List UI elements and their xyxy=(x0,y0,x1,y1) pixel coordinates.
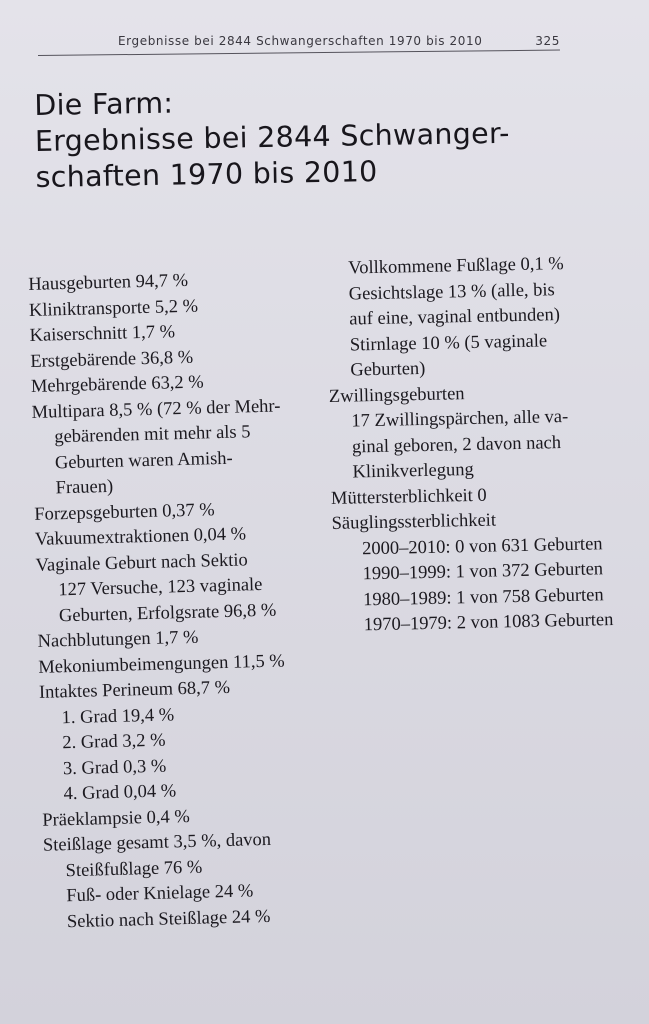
running-head-title: Ergebnisse bei 2844 Schwangerschaften 1970 bis 2010 xyxy=(118,34,483,48)
stat-line: 3. Grad 0,3 % xyxy=(62,756,167,779)
running-head xyxy=(118,34,560,48)
stat-line: Vaginale Geburt nach Sektio xyxy=(35,549,249,576)
title-line-3: schaften 1970 bis 2010 xyxy=(35,155,378,194)
stat-line: Steißfußlage 76 % xyxy=(65,857,203,881)
stat-line: Nachblutungen 1,7 % xyxy=(37,627,199,652)
stat-line: Kaiserschnitt 1,7 % xyxy=(29,322,176,346)
stat-line: Müttersterblichkeit 0 xyxy=(330,485,487,509)
stat-line: 1990–1999: 1 von 372 Geburten xyxy=(362,559,604,585)
stat-line: Mehrgebärende 63,2 % xyxy=(30,372,204,397)
stat-line: Multipara 8,5 % (72 % der Mehr- xyxy=(31,395,281,423)
stat-line: Geburten waren Amish- xyxy=(54,448,233,473)
stat-line: Säuglingssterblichkeit xyxy=(331,510,497,534)
title-line-2: Ergebnisse bei 2844 Schwanger- xyxy=(34,116,511,158)
stat-line: auf eine, vaginal entbunden) xyxy=(349,305,561,330)
header-rule xyxy=(38,50,560,56)
left-column xyxy=(28,266,294,935)
stat-line: Steißlage gesamt 3,5 %, davon xyxy=(42,829,272,856)
stat-line: 1980–1989: 1 von 758 Geburten xyxy=(362,584,604,610)
stat-line: 1970–1979: 2 von 1083 Geburten xyxy=(363,610,614,636)
stat-line: Geburten) xyxy=(350,358,426,381)
stat-line: Vakuumextraktionen 0,04 % xyxy=(34,524,247,550)
stat-line: Präeklampsie 0,4 % xyxy=(42,806,190,831)
stat-line: Kliniktransporte 5,2 % xyxy=(28,296,199,321)
stat-line: Stirnlage 10 % (5 vaginale xyxy=(349,330,548,356)
stat-line: 4. Grad 0,04 % xyxy=(63,781,177,805)
stat-line: 17 Zwillingspärchen, alle va- xyxy=(351,406,569,432)
page-number: 325 xyxy=(535,34,560,48)
stat-line: 2000–2010: 0 von 631 Geburten xyxy=(361,533,603,559)
stat-line: 2. Grad 3,2 % xyxy=(62,730,166,754)
stat-line: Forzepsgeburten 0,37 % xyxy=(34,499,215,525)
stat-line: Klinikverlegung xyxy=(352,459,474,483)
right-column xyxy=(326,251,614,639)
stat-line: Mekoniumbeimengungen 11,5 % xyxy=(38,650,285,678)
stat-line: 127 Versuche, 123 vaginale xyxy=(58,574,263,601)
stat-line: Geburten, Erfolgsrate 96,8 % xyxy=(58,600,277,626)
stat-line: Vollkommene Fußlage 0,1 % xyxy=(348,254,564,279)
stat-line: 1. Grad 19,4 % xyxy=(61,704,175,728)
title-line-1: Die Farm: xyxy=(34,86,174,122)
stat-line: Sektio nach Steißlage 24 % xyxy=(66,906,271,932)
stat-line: Intaktes Perineum 68,7 % xyxy=(38,677,231,703)
stat-line: Erstgebärende 36,8 % xyxy=(30,347,194,372)
chapter-title xyxy=(34,78,596,196)
stat-line: ginal geboren, 2 davon nach xyxy=(351,432,562,457)
stat-line: Hausgeburten 94,7 % xyxy=(28,270,189,295)
stat-line: gebärenden mit mehr als 5 xyxy=(54,422,251,448)
stat-line: Zwillingsgeburten xyxy=(328,383,465,407)
stat-line: Frauen) xyxy=(55,476,114,499)
stat-line: Fuß- oder Knielage 24 % xyxy=(66,881,254,907)
stat-line: Gesichtslage 13 % (alle, bis xyxy=(348,279,555,305)
